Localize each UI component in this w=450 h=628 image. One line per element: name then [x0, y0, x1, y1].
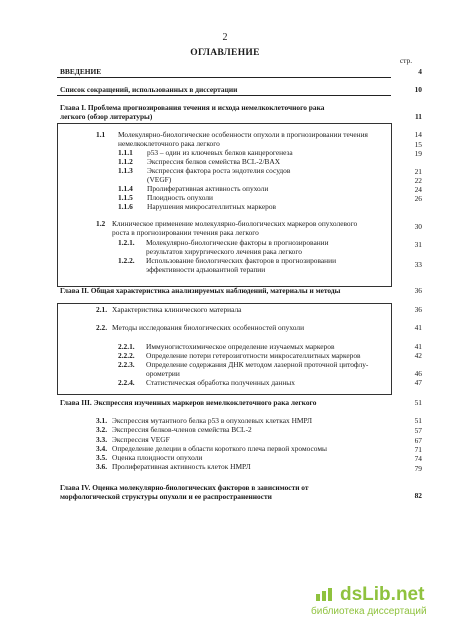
toc-page: 51 — [414, 416, 422, 425]
toc-num: 2.2.1. — [118, 342, 135, 351]
toc-num: 1.2 — [96, 219, 106, 228]
toc-entry: результатов хирургического лечения рака легкого — [146, 247, 302, 256]
toc-entry: Иммуногистохимическое определение изучаемых маркеров — [146, 342, 335, 351]
toc-page: 19 — [414, 149, 422, 158]
toc-entry: легкого (обзор литературы) — [60, 112, 153, 121]
toc-num: 2.2. — [96, 323, 108, 332]
page-number: 2 — [222, 32, 228, 43]
toc-num: 3.5. — [96, 453, 108, 462]
toc-entry: Глава III. Экспрессия изученных маркеров немелкоклеточного рака легкого — [60, 398, 317, 407]
toc-entry: Использование биологических факторов в прогнозировании — [146, 256, 337, 265]
toc-entry: орометрии — [146, 369, 180, 378]
toc-page: 11 — [415, 112, 422, 121]
toc-num: 1.1.4 — [118, 184, 133, 193]
toc-num: 1.1.1 — [118, 148, 133, 157]
toc-entry: Определение делеции в области короткого плеча первой хромосомы — [112, 444, 327, 453]
toc-entry: Экспрессия мутантного белка p53 в опухолевых клетках НМРЛ — [112, 416, 313, 425]
toc-num: 2.2.4. — [118, 378, 135, 387]
toc-entry: Клиническое применение молекулярно-биологических маркеров опухолевого — [112, 219, 358, 228]
toc-page: 82 — [414, 491, 422, 500]
watermark-logo: dsLib.net — [340, 584, 425, 605]
toc-entry: Характеристика клинического материала — [112, 305, 242, 314]
toc-page: 57 — [414, 426, 422, 435]
toc-page: 41 — [414, 342, 422, 351]
toc-entry: морфологической структуры опухоли и ее распространенности — [60, 492, 272, 501]
toc-page: 36 — [414, 286, 422, 295]
toc-entry: Экспрессия белков семейства BCL-2/BAX — [147, 157, 281, 166]
entry-underline — [57, 95, 391, 96]
toc-page: 74 — [414, 454, 422, 463]
toc-num: 3.1. — [96, 416, 108, 425]
toc-page: 79 — [414, 464, 422, 473]
toc-entry: Молекулярно-биологические факторы в прогнозировании — [146, 238, 329, 247]
toc-num: 1.1.2 — [118, 157, 133, 166]
toc-num: 3.3. — [96, 435, 108, 444]
toc-page: 4 — [418, 67, 422, 76]
watermark-logo-icon — [315, 588, 333, 602]
toc-num: 1.2.2. — [118, 256, 135, 265]
toc-page: 33 — [414, 260, 422, 269]
toc-title: ОГЛАВЛЕНИЕ — [190, 48, 260, 58]
toc-page: 67 — [414, 436, 422, 445]
toc-entry: Нарушения микросателлитных маркеров — [147, 202, 277, 211]
toc-page: 15 — [414, 140, 422, 149]
toc-entry: ВВЕДЕНИЕ — [60, 67, 102, 76]
toc-entry: Молекулярно-биологические особенности опухоли в прогнозировании течения — [118, 130, 368, 139]
toc-page: 21 — [414, 167, 422, 176]
toc-entry: Определение содержания ДНК методом лазерной проточной цитофлу- — [146, 360, 369, 369]
toc-entry: Оценка плоидности опухоли — [112, 453, 203, 462]
toc-entry: Плоидность опухоли — [147, 193, 213, 202]
toc-num: 2.2.2. — [118, 351, 135, 360]
toc-num: 1.1 — [96, 130, 106, 139]
toc-entry: роста в прогнозировании течения рака легкого — [112, 228, 259, 237]
toc-num: 2.2.3. — [118, 360, 135, 369]
toc-entry: эффективности адъювантной терапии — [146, 265, 266, 274]
toc-entry: Глава IV. Оценка молекулярно-биологических факторов в зависимости от — [60, 483, 309, 492]
toc-entry: Глава II. Общая характеристика анализируемых наблюдений, материалы и методы — [60, 286, 341, 295]
toc-num: 3.6. — [96, 462, 108, 471]
toc-num: 3.2. — [96, 425, 108, 434]
toc-page: 47 — [414, 378, 422, 387]
toc-entry: Экспрессия VEGF — [112, 435, 170, 444]
toc-page: 46 — [414, 369, 422, 378]
toc-page: 36 — [414, 305, 422, 314]
toc-page: 31 — [414, 240, 422, 249]
toc-num: 1.1.3 — [118, 166, 133, 175]
toc-page: 24 — [414, 185, 422, 194]
toc-num: 1.2.1. — [118, 238, 135, 247]
page-column-header: стр. — [399, 56, 413, 65]
toc-page: 26 — [414, 194, 422, 203]
toc-page: 22 — [414, 176, 422, 185]
toc-page: 41 — [414, 323, 422, 332]
toc-entry: Определение потери гетерозиготности микросателлитных маркеров — [146, 351, 361, 360]
toc-num: 1.1.5 — [118, 193, 133, 202]
toc-entry: Статистическая обработка полученных данных — [146, 378, 295, 387]
toc-entry: Экспрессия фактора роста эндотелия сосудов — [147, 166, 291, 175]
entry-underline — [57, 77, 391, 78]
watermark-caption: библиотека диссертаций — [311, 606, 427, 617]
toc-entry: Пролиферативная активность опухоли — [147, 184, 269, 193]
toc-entry: Список сокращений, использованных в диссертации — [60, 85, 238, 94]
toc-page: 51 — [414, 398, 422, 407]
toc-page: 14 — [414, 130, 422, 139]
toc-entry: (VEGF) — [147, 175, 172, 184]
toc-entry: Экспрессия белков-членов семейства BCL-2 — [112, 425, 252, 434]
toc-page: 30 — [414, 222, 422, 231]
toc-num: 3.4. — [96, 444, 108, 453]
toc-entry: немелкоклеточного рака легкого — [118, 139, 220, 148]
toc-num: 1.1.6 — [118, 202, 133, 211]
toc-page: 71 — [414, 445, 422, 454]
toc-entry: Пролиферативная активность клеток НМРЛ — [112, 462, 251, 471]
toc-page: 10 — [414, 85, 422, 94]
toc-page: 42 — [414, 351, 422, 360]
toc-entry: Глава I. Проблема прогнозирования течения и исхода немелкоклеточного рака — [60, 103, 325, 112]
toc-entry: Методы исследования биологических особенностей опухоли — [112, 323, 305, 332]
toc-entry: p53 – один из ключевых белков канцерогенеза — [147, 148, 293, 157]
toc-num: 2.1. — [96, 305, 108, 314]
